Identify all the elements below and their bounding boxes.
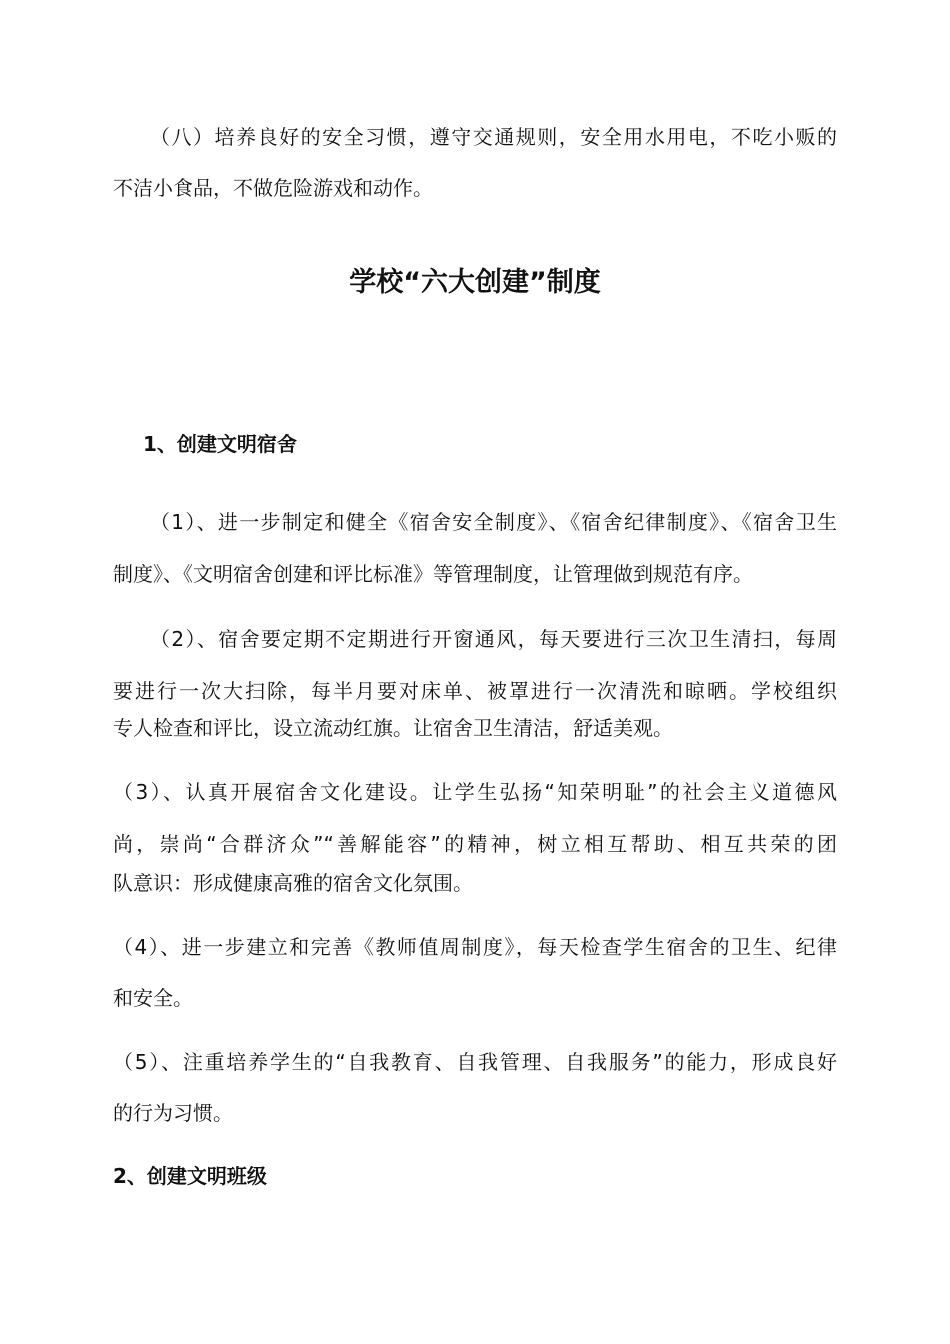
section-2-heading: 2、创建文明班级 [113, 1164, 267, 1188]
item-3-line-1: （3）、认真开展宿舍文化建设。让学生弘扬“知荣明耻”的社会主义道德风 [113, 780, 837, 804]
item-4-line-2: 和安全。 [113, 986, 193, 1010]
section-1-heading: 1、创建文明宿舍 [143, 432, 297, 456]
item-3-line-2: 尚，崇尚“合群济众”“善解能容”的精神，树立相互帮助、相互共荣的团 [113, 832, 837, 856]
item-5-line-2: 的行为习惯。 [113, 1101, 233, 1125]
paragraph-eight-line-1: （八）培养良好的安全习惯，遵守交通规则，安全用水用电，不吃小贩的 [150, 125, 837, 149]
page-title: 学校“六大创建”制度 [349, 267, 601, 298]
item-4-line-1: （4）、进一步建立和完善《教师值周制度》，每天检查学生宿舍的卫生、纪律 [113, 935, 837, 959]
paragraph-eight-line-2: 不洁小食品，不做危险游戏和动作。 [113, 176, 433, 200]
item-1-line-1: （1）、进一步制定和健全《宿舍安全制度》、《宿舍纪律制度》、《宿舍卫生 [150, 510, 837, 534]
item-3-line-3: 队意识：形成健康高雅的宿舍文化氛围。 [113, 871, 473, 895]
item-2-line-3: 专人检查和评比，设立流动红旗。让宿舍卫生清洁，舒适美观。 [113, 716, 673, 740]
item-2-line-1: （2）、宿舍要定期不定期进行开窗通风，每天要进行三次卫生清扫，每周 [150, 627, 837, 651]
item-2-line-2: 要进行一次大扫除，每半月要对床单、被罩进行一次清洗和晾晒。学校组织 [113, 679, 837, 703]
item-5-line-1: （5）、注重培养学生的“自我教育、自我管理、自我服务”的能力，形成良好 [113, 1050, 837, 1074]
item-1-line-2: 制度》、《文明宿舍创建和评比标准》等管理制度，让管理做到规范有序。 [113, 562, 753, 586]
